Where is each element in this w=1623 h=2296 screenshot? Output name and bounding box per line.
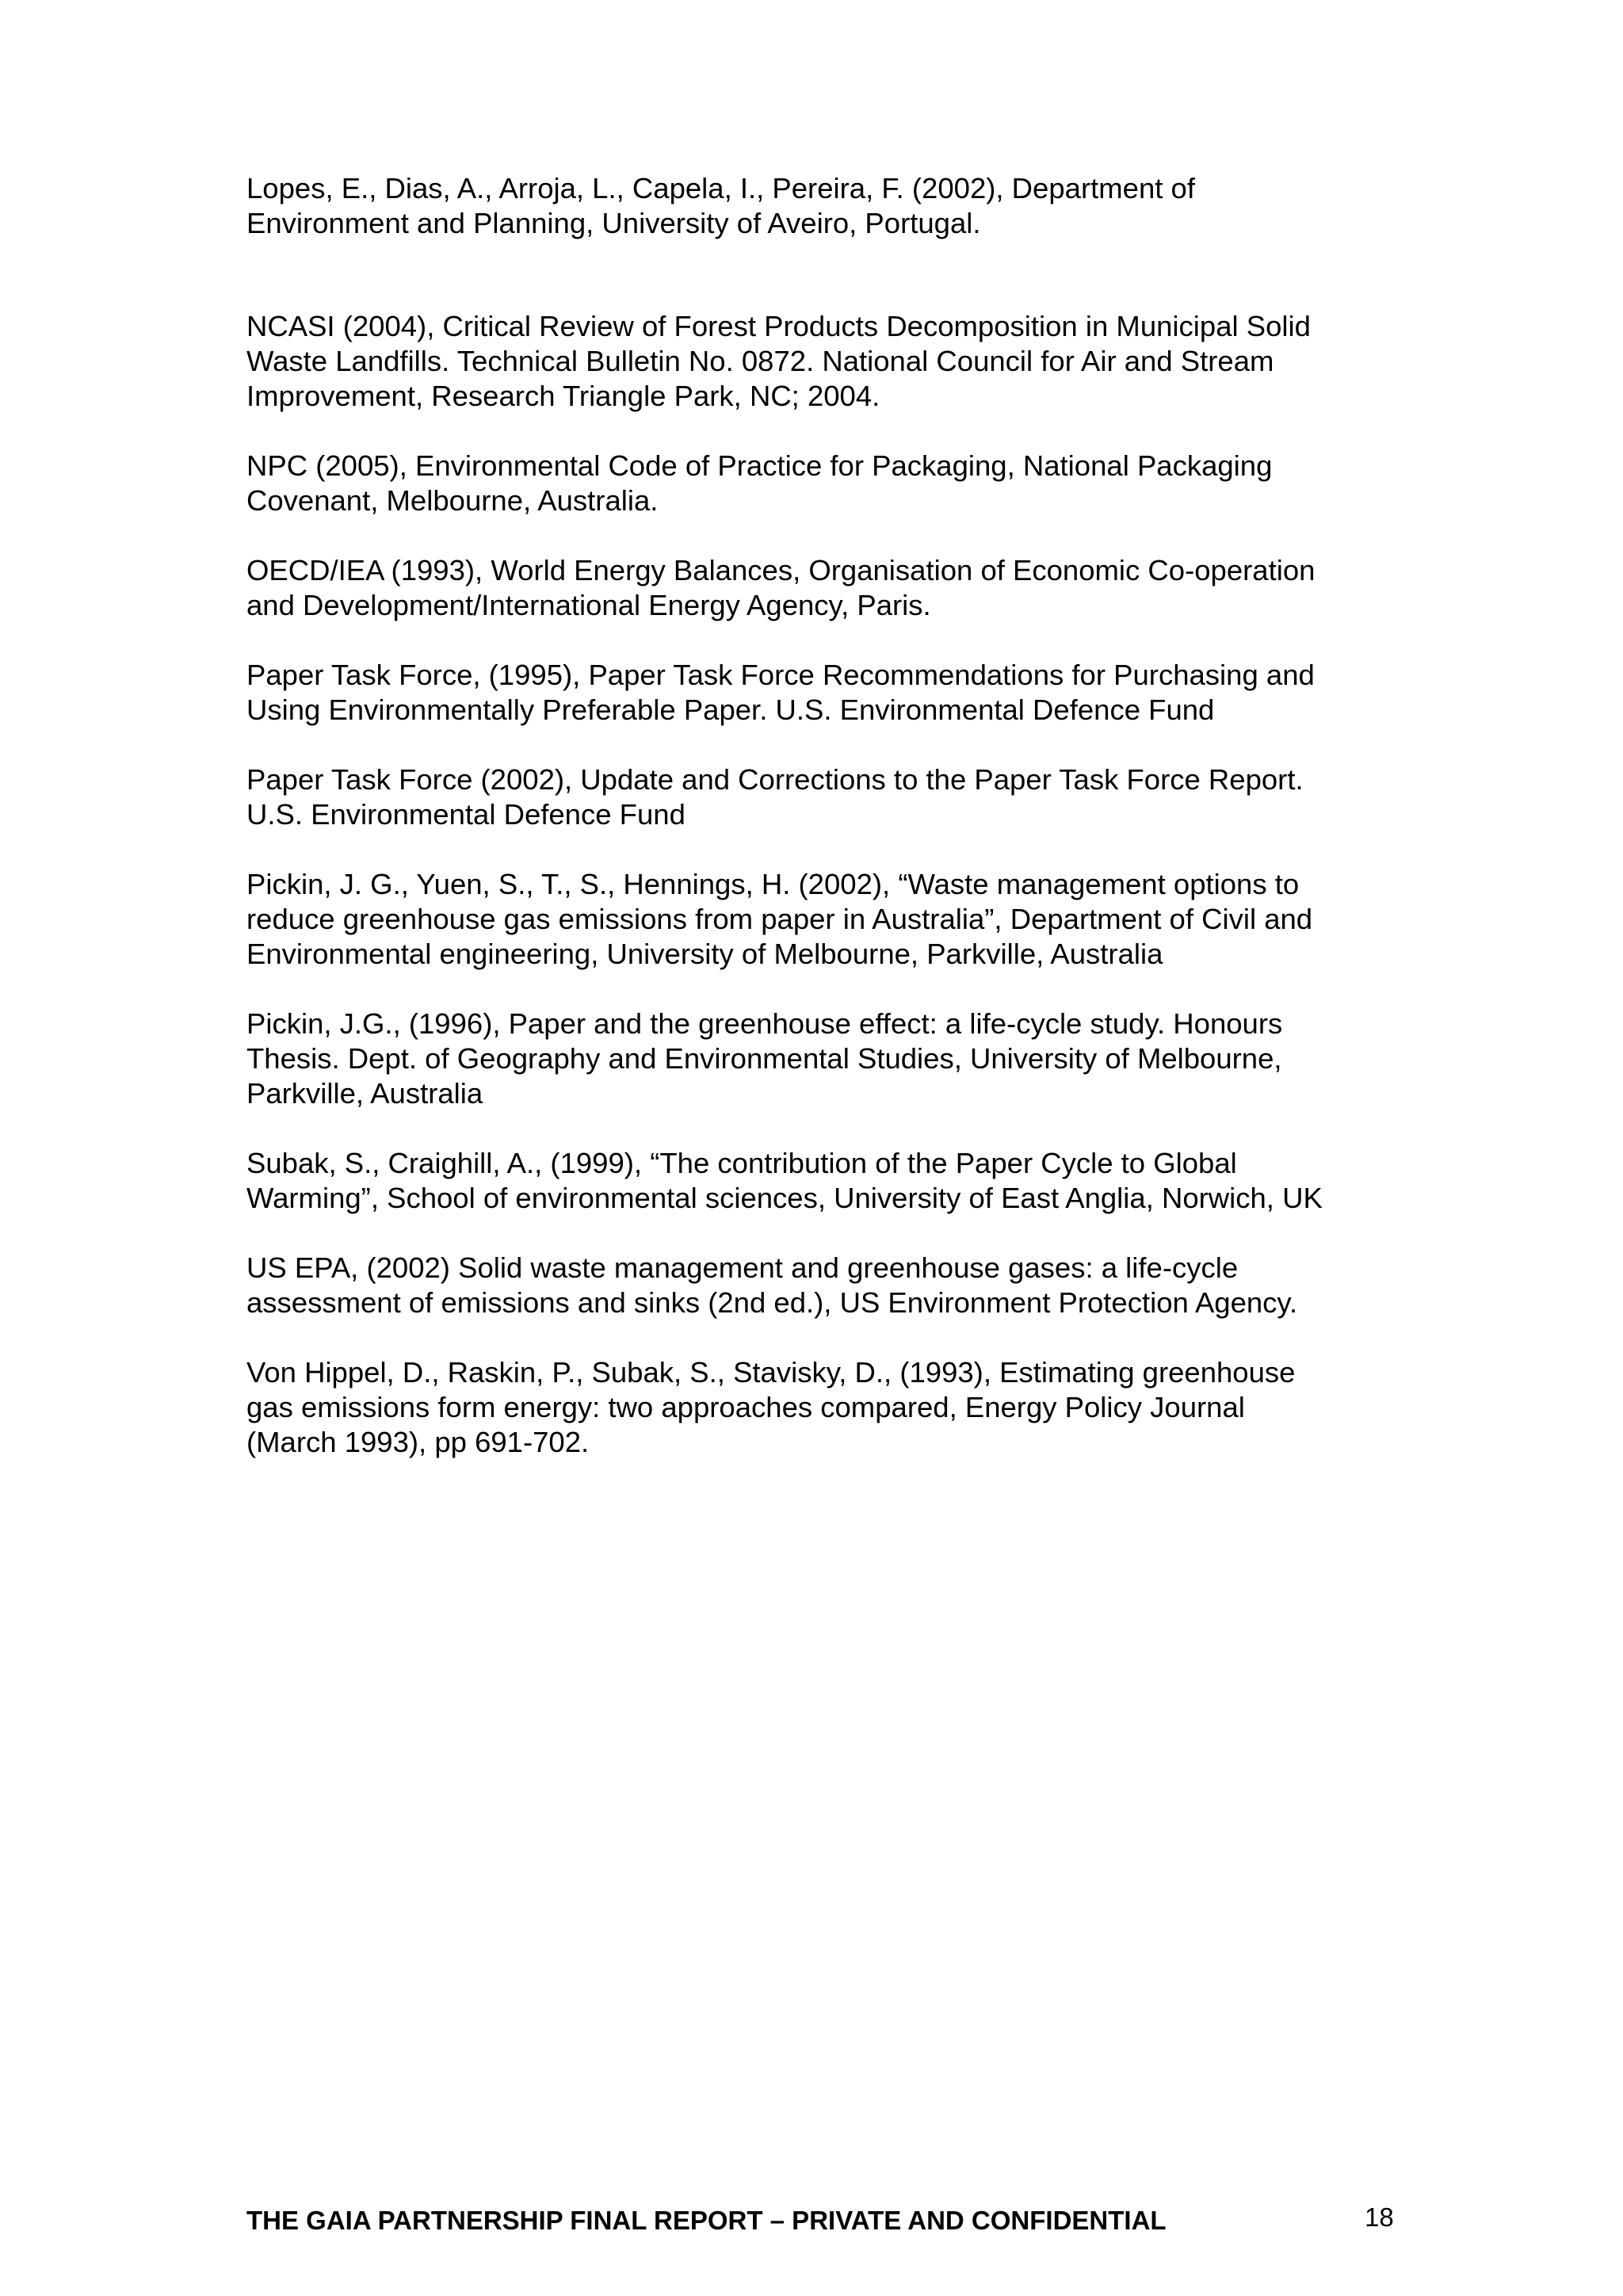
reference-entry: NPC (2005), Environmental Code of Practice for Packaging, National Packaging Covenant, Melbourne, Australia. xyxy=(246,449,1273,517)
reference-list xyxy=(246,171,1396,1460)
reference-entry: Paper Task Force, (1995), Paper Task Force Recommendations for Purchasing and Using Environmentally Preferable Paper. U.S. Environmental Defence Fund xyxy=(246,659,1315,726)
reference-entry: Lopes, E., Dias, A., Arroja, L., Capela, I., Pereira, F. (2002), Department of Environment and Planning, University of Aveiro, Portugal. xyxy=(246,172,1195,239)
reference-entry: Pickin, J. G., Yuen, S., T., S., Hennings, H. (2002), “Waste management options to reduce greenhouse gas emissions from paper in Australia”, Department of Civil and Environmental engineering, University of Melbourne, Parkville, Australia xyxy=(246,868,1313,970)
reference-entry: Subak, S., Craighill, A., (1999), “The contribution of the Paper Cycle to Global Warming”, School of environmental sciences, University of East Anglia, Norwich, UK xyxy=(246,1147,1323,1214)
footer-report-title: THE GAIA PARTNERSHIP FINAL REPORT – PRIVATE AND CONFIDENTIAL xyxy=(246,2206,1167,2235)
reference-entry: US EPA, (2002) Solid waste management and greenhouse gases: a life-cycle assessment of emissions and sinks (2nd ed.), US Environment Protection Agency. xyxy=(246,1251,1298,1319)
reference-entry: NCASI (2004), Critical Review of Forest Products Decomposition in Municipal Solid Waste Landfills. Technical Bulletin No. 0872. National Council for Air and Stream Improvement, Research Triangle Park, NC; 2004. xyxy=(246,310,1311,412)
page-number: 18 xyxy=(1365,2202,1394,2232)
reference-entry: Pickin, J.G., (1996), Paper and the greenhouse effect: a life-cycle study. Honours Thesis. Dept. of Geography and Environmental Studies, University of Melbourne, Parkville, Australia xyxy=(246,1007,1283,1110)
reference-entry: Von Hippel, D., Raskin, P., Subak, S., Stavisky, D., (1993), Estimating greenhouse gas emissions form energy: two approaches compared, Energy Policy Journal (March 1993), pp 691-702. xyxy=(246,1356,1296,1458)
reference-entry: OECD/IEA (1993), World Energy Balances, Organisation of Economic Co-operation and Development/International Energy Agency, Paris. xyxy=(246,554,1316,621)
reference-entry: Paper Task Force (2002), Update and Corrections to the Paper Task Force Report. U.S. Environmental Defence Fund xyxy=(246,763,1304,831)
